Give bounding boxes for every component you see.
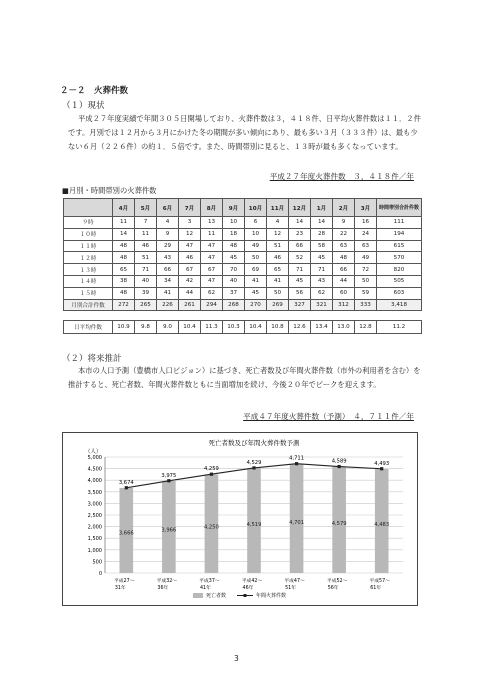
table-cell: 226 bbox=[157, 299, 179, 311]
column-header: 時間帯別合計件数 bbox=[377, 199, 422, 217]
table-cell: 48 bbox=[333, 252, 355, 264]
table-cell: 12 bbox=[179, 228, 201, 240]
table-cell: 71 bbox=[135, 264, 157, 276]
table-cell: 41 bbox=[157, 287, 179, 299]
table-cell: 11 bbox=[135, 228, 157, 240]
bar-value-label: 4,519 bbox=[246, 521, 262, 528]
column-header: 9月 bbox=[223, 199, 245, 217]
table-row bbox=[64, 228, 422, 240]
forecast-chart bbox=[63, 433, 417, 605]
table-cell: 11 bbox=[113, 217, 135, 229]
line-value-label: 3,674 bbox=[118, 479, 134, 486]
table-cell: 12 bbox=[267, 228, 289, 240]
y-tick-label: 500 bbox=[92, 559, 102, 566]
column-header: 1月 bbox=[311, 199, 333, 217]
table-cell: 45 bbox=[289, 275, 311, 287]
table-cell: 11 bbox=[201, 228, 223, 240]
table-cell: 13.0 bbox=[333, 321, 355, 334]
line-point bbox=[252, 466, 255, 469]
table-cell: 49 bbox=[355, 252, 377, 264]
table-cell: 44 bbox=[333, 275, 355, 287]
table-cell: 14 bbox=[113, 228, 135, 240]
future-summary: 平成４７年度火葬件数（予測） ４，７１１件／年 bbox=[243, 412, 414, 421]
table-cell: 327 bbox=[289, 299, 311, 311]
x-tick-label: 平成32～ bbox=[156, 579, 178, 584]
legend-label: 年間火葬件数 bbox=[256, 593, 287, 599]
table-cell: 63 bbox=[355, 240, 377, 252]
table-cell: 12.8 bbox=[355, 321, 377, 334]
table-cell: 67 bbox=[179, 264, 201, 276]
table-cell: 40 bbox=[135, 275, 157, 287]
table-cell: 10.9 bbox=[113, 321, 135, 334]
y-tick-label: 2,500 bbox=[87, 513, 102, 519]
table-cell: 72 bbox=[355, 264, 377, 276]
x-tick-label: 41年 bbox=[199, 586, 211, 591]
table-cell: 10.8 bbox=[267, 321, 289, 334]
y-tick-label: 4,500 bbox=[87, 466, 102, 473]
table-cell: 41 bbox=[245, 275, 267, 287]
row-label: 日平均件数 bbox=[64, 321, 113, 334]
y-tick-label: 4,000 bbox=[87, 478, 102, 485]
table-cell: 22 bbox=[333, 228, 355, 240]
line-point bbox=[338, 465, 341, 468]
table-cell: 10.4 bbox=[179, 321, 201, 334]
x-tick-label: 平成57～ bbox=[369, 579, 390, 584]
table-cell: 69 bbox=[245, 264, 267, 276]
table-cell: 47 bbox=[201, 240, 223, 252]
column-header: 8月 bbox=[201, 199, 223, 217]
x-tick-label: 31年 bbox=[114, 586, 126, 591]
table-cell: 18 bbox=[223, 228, 245, 240]
bar bbox=[332, 467, 346, 573]
table-cell: 294 bbox=[201, 299, 223, 311]
table-cell: 41 bbox=[267, 275, 289, 287]
row-label: １４時 bbox=[64, 275, 113, 287]
table-cell: 603 bbox=[377, 287, 422, 299]
page-number: 3 bbox=[234, 654, 239, 663]
line-point bbox=[380, 467, 383, 470]
table-cell: 60 bbox=[333, 287, 355, 299]
line-value-label: 3,975 bbox=[161, 472, 177, 479]
table-cell: 16 bbox=[355, 217, 377, 229]
bar-value-label: 4,250 bbox=[203, 524, 219, 531]
legend-label: 死亡者数 bbox=[206, 593, 227, 599]
table-cell: 65 bbox=[113, 264, 135, 276]
table-cell: 48 bbox=[113, 287, 135, 299]
x-tick-label: 平成27～ bbox=[114, 579, 135, 584]
table-cell: 312 bbox=[333, 299, 355, 311]
table-cell: 111 bbox=[377, 217, 422, 229]
table-cell: 570 bbox=[377, 252, 422, 264]
line-value-label: 4,259 bbox=[203, 466, 219, 473]
table-cell: 6 bbox=[245, 217, 267, 229]
table-cell: 40 bbox=[223, 275, 245, 287]
table-cell: 12.6 bbox=[289, 321, 311, 334]
future-heading: （２）将来推計 bbox=[62, 354, 122, 364]
table-cell: 14 bbox=[289, 217, 311, 229]
table-cell: 50 bbox=[355, 275, 377, 287]
row-label: １２時 bbox=[64, 252, 113, 264]
row-label: １１時 bbox=[64, 240, 113, 252]
table-cell: 71 bbox=[311, 264, 333, 276]
table-cell: 269 bbox=[267, 299, 289, 311]
table-cell: 9 bbox=[333, 217, 355, 229]
table-cell: 13.4 bbox=[311, 321, 333, 334]
table-cell: 11.3 bbox=[201, 321, 223, 334]
table-cell: 50 bbox=[267, 287, 289, 299]
table-cell: 51 bbox=[135, 252, 157, 264]
table-cell: 65 bbox=[267, 264, 289, 276]
table-cell: 9 bbox=[157, 228, 179, 240]
row-label: １３時 bbox=[64, 264, 113, 276]
table-cell: 3 bbox=[179, 217, 201, 229]
table-cell: 51 bbox=[267, 240, 289, 252]
table-cell: 62 bbox=[201, 287, 223, 299]
table-cell: 62 bbox=[311, 287, 333, 299]
chart-title: 死亡者数及び年間火葬件数予測 bbox=[208, 439, 300, 447]
column-header: 5月 bbox=[135, 199, 157, 217]
current-summary: 平成２７年度火葬件数 ３，４１８件／年 bbox=[269, 172, 414, 181]
table-row bbox=[64, 275, 422, 287]
table-cell: 48 bbox=[223, 240, 245, 252]
table-cell: 47 bbox=[201, 252, 223, 264]
row-label: ９時 bbox=[64, 217, 113, 229]
y-tick-label: 5,000 bbox=[87, 455, 102, 461]
table-cell: 34 bbox=[157, 275, 179, 287]
table-cell: 10 bbox=[245, 228, 267, 240]
line-value-label: 4,493 bbox=[374, 460, 390, 467]
x-tick-label: 平成42～ bbox=[241, 579, 263, 584]
table-cell: 23 bbox=[289, 228, 311, 240]
table-cell: 7 bbox=[135, 217, 157, 229]
bar bbox=[375, 469, 389, 573]
table-cell: 268 bbox=[223, 299, 245, 311]
table-cell: 50 bbox=[245, 252, 267, 264]
bar-value-label: 4,701 bbox=[289, 519, 305, 526]
table-cell: 56 bbox=[289, 287, 311, 299]
table-cell: 321 bbox=[311, 299, 333, 311]
bar bbox=[290, 464, 304, 573]
table-cell: 3,418 bbox=[377, 299, 422, 311]
y-tick-label: 2,000 bbox=[87, 524, 102, 531]
y-tick-label: 3,000 bbox=[87, 501, 102, 508]
legend-line-marker bbox=[244, 594, 247, 597]
x-tick-label: 56年 bbox=[327, 586, 339, 591]
table-cell: 39 bbox=[135, 287, 157, 299]
column-header: 11月 bbox=[267, 199, 289, 217]
table-cell: 43 bbox=[157, 252, 179, 264]
table-cell: 66 bbox=[333, 264, 355, 276]
table-cell: 11.2 bbox=[377, 321, 422, 334]
table-cell: 44 bbox=[179, 287, 201, 299]
row-label: １５時 bbox=[64, 287, 113, 299]
header-blank bbox=[64, 199, 113, 217]
table-cell: 45 bbox=[245, 287, 267, 299]
table-cell: 270 bbox=[245, 299, 267, 311]
line-value-label: 4,589 bbox=[331, 458, 347, 465]
table-cell: 13 bbox=[201, 217, 223, 229]
table-cell: 261 bbox=[179, 299, 201, 311]
bar-value-label: 4,579 bbox=[331, 521, 347, 528]
table-cell: 47 bbox=[179, 240, 201, 252]
table-row bbox=[64, 240, 422, 252]
table-cell: 52 bbox=[289, 252, 311, 264]
line-value-label: 4,529 bbox=[246, 459, 262, 466]
table-cell: 4 bbox=[267, 217, 289, 229]
column-header: 4月 bbox=[113, 199, 135, 217]
y-tick-label: 3,500 bbox=[87, 489, 102, 496]
table-cell: 70 bbox=[223, 264, 245, 276]
table-cell: 66 bbox=[157, 264, 179, 276]
section-title: ２－２ 火葬件数 bbox=[60, 86, 129, 96]
table-row bbox=[64, 299, 422, 311]
row-label: １０時 bbox=[64, 228, 113, 240]
table-cell: 10.4 bbox=[245, 321, 267, 334]
table-cell: 45 bbox=[311, 252, 333, 264]
table-cell: 45 bbox=[223, 252, 245, 264]
table-cell: 29 bbox=[157, 240, 179, 252]
x-tick-label: 平成47～ bbox=[284, 579, 305, 584]
daily-average-table bbox=[63, 320, 422, 334]
table-cell: 265 bbox=[135, 299, 157, 311]
y-axis-label: （人） bbox=[85, 449, 102, 455]
bar-value-label: 4,483 bbox=[374, 522, 390, 529]
table-cell: 333 bbox=[355, 299, 377, 311]
table-cell: 58 bbox=[311, 240, 333, 252]
x-tick-label: 36年 bbox=[157, 586, 169, 591]
table-cell: 820 bbox=[377, 264, 422, 276]
line-point bbox=[210, 473, 213, 476]
table-row bbox=[64, 287, 422, 299]
table-cell: 46 bbox=[267, 252, 289, 264]
table-cell: 71 bbox=[289, 264, 311, 276]
y-tick-label: 1,000 bbox=[87, 547, 102, 554]
cremation-table bbox=[63, 198, 422, 311]
bar bbox=[247, 468, 261, 573]
table-cell: 194 bbox=[377, 228, 422, 240]
line-point bbox=[295, 462, 298, 465]
line-value-label: 4,711 bbox=[289, 455, 305, 462]
table-row bbox=[64, 217, 422, 229]
x-tick-label: 平成37～ bbox=[199, 579, 220, 584]
table-cell: 9.0 bbox=[157, 321, 179, 334]
table-caption: ■月別・時間帯別の火葬件数 bbox=[62, 186, 157, 195]
x-tick-label: 46年 bbox=[242, 586, 254, 591]
table-cell: 37 bbox=[223, 287, 245, 299]
x-tick-label: 平成52～ bbox=[326, 579, 348, 584]
table-cell: 38 bbox=[113, 275, 135, 287]
table-cell: 49 bbox=[245, 240, 267, 252]
table-row bbox=[64, 252, 422, 264]
table-cell: 48 bbox=[113, 252, 135, 264]
table-cell: 10.3 bbox=[223, 321, 245, 334]
bar-value-label: 3,966 bbox=[161, 527, 177, 534]
table-cell: 10 bbox=[223, 217, 245, 229]
x-tick-label: 51年 bbox=[285, 586, 297, 591]
table-cell: 43 bbox=[311, 275, 333, 287]
current-heading: （１）現状 bbox=[62, 101, 105, 111]
table-cell: 14 bbox=[311, 217, 333, 229]
table-cell: 48 bbox=[113, 240, 135, 252]
table-cell: 59 bbox=[355, 287, 377, 299]
table-cell: 272 bbox=[113, 299, 135, 311]
current-paragraph: 平成２７年度実績で年間３０５日開場しており、火葬件数は３，４１８件、日平均火葬件数は１１．２件です。月別では１２月から３月にかけた冬の期間が多い傾向にあり、最も多い３月（３３３件）は、最も少ない６月（２２６件）の約１．５倍です。また、時間帯別に見ると、１３時が最も多くなっています。 bbox=[68, 114, 421, 151]
column-header: 6月 bbox=[157, 199, 179, 217]
column-header: 7月 bbox=[179, 199, 201, 217]
table-cell: 28 bbox=[311, 228, 333, 240]
line-point bbox=[167, 479, 170, 482]
y-tick-label: 1,500 bbox=[87, 536, 102, 543]
x-tick-label: 61年 bbox=[370, 586, 382, 591]
table-cell: 9.8 bbox=[135, 321, 157, 334]
table-cell: 24 bbox=[355, 228, 377, 240]
table-cell: 67 bbox=[201, 264, 223, 276]
y-tick-label: 0 bbox=[98, 571, 102, 577]
table-cell: 46 bbox=[135, 240, 157, 252]
bar-value-label: 3,666 bbox=[118, 530, 134, 537]
table-cell: 505 bbox=[377, 275, 422, 287]
daily-average-row bbox=[64, 321, 422, 334]
table-cell: 63 bbox=[333, 240, 355, 252]
column-header: 2月 bbox=[333, 199, 355, 217]
future-paragraph: 本市の人口予測（豊橋市人口ビジョン）に基づき、死亡者数及び年間火葬件数（市外の利用者を含む）を推計すると、死亡者数、年間火葬件数ともに当面増加を続け、今後２０年でピークを迎えます。 bbox=[68, 366, 421, 389]
table-row bbox=[64, 264, 422, 276]
legend-bar-swatch bbox=[193, 593, 203, 598]
column-header: 3月 bbox=[355, 199, 377, 217]
line-point bbox=[125, 486, 128, 489]
table-header-row bbox=[64, 199, 422, 217]
row-label: 月別合計件数 bbox=[64, 299, 113, 311]
column-header: 12月 bbox=[289, 199, 311, 217]
table-cell: 42 bbox=[179, 275, 201, 287]
column-header: 10月 bbox=[245, 199, 267, 217]
table-cell: 47 bbox=[201, 275, 223, 287]
table-cell: 4 bbox=[157, 217, 179, 229]
table-cell: 66 bbox=[289, 240, 311, 252]
chart-frame bbox=[62, 432, 418, 606]
table-cell: 615 bbox=[377, 240, 422, 252]
table-body bbox=[64, 217, 422, 311]
table-cell: 46 bbox=[179, 252, 201, 264]
